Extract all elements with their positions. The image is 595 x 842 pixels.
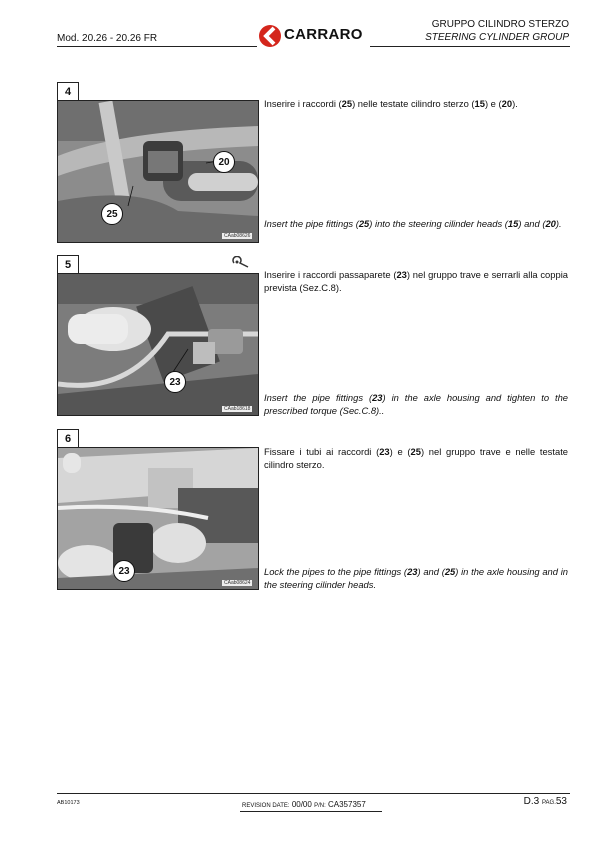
model-label: Mod. 20.26 - 20.26 FR — [57, 33, 158, 44]
brand-name: CARRARO — [284, 26, 363, 43]
step-text-it: Inserire i raccordi (25) nelle testate cilindro sterzo (15) e (20). — [264, 98, 518, 109]
revision-rule — [240, 811, 382, 812]
step-text-it: Fissare i tubi ai raccordi (23) e (25) nel gruppo trave e nelle testate cilindro sterzo. — [264, 446, 569, 470]
torque-wrench-icon — [232, 256, 250, 270]
step-photo — [57, 447, 259, 590]
step-text-en: Insert the pipe fittings (25) into the steering cilinder heads (15) and (20). — [264, 218, 562, 229]
step-photo — [57, 273, 259, 416]
page-number: D.3 PAG.53 — [523, 796, 567, 807]
callout-20: 20 — [213, 151, 235, 173]
step-text-en: Insert the pipe fittings (23) in the axle housing and tighten to the prescribed torque (Sec.C.8).. — [264, 392, 568, 416]
carraro-logo — [258, 22, 368, 50]
footer-rule — [57, 793, 570, 794]
step-number: 4 — [57, 82, 79, 101]
doc-code: AB10173 — [57, 800, 80, 806]
callout-23: 23 — [113, 560, 135, 582]
section-title-it: GRUPPO CILINDRO STERZO — [431, 19, 569, 30]
header-rule-right — [370, 46, 570, 47]
revision-info: REVISION DATE: 00/00 P/N: CA357357 — [242, 800, 366, 809]
photo-code: CAab18618 — [224, 406, 251, 412]
callout-23: 23 — [164, 371, 186, 393]
step-text-en: Lock the pipes to the pipe fittings (23) and (25) in the axle housing and in the steering cilinder heads. — [264, 566, 568, 590]
photo-code: CAab08624 — [224, 580, 251, 586]
header-rule-left — [57, 46, 257, 47]
section-title-en: STEERING CYLINDER GROUP — [425, 32, 569, 43]
step-text-it: Inserire i raccordi passaparete (23) nel gruppo trave e serrarli alla coppia prevista (Sez.C.8). — [264, 269, 568, 293]
carraro-logo-icon — [258, 22, 284, 50]
step-number: 6 — [57, 429, 79, 448]
callout-25: 25 — [101, 203, 123, 225]
step-number: 5 — [57, 255, 79, 274]
photo-code: CAab08626 — [224, 233, 251, 239]
